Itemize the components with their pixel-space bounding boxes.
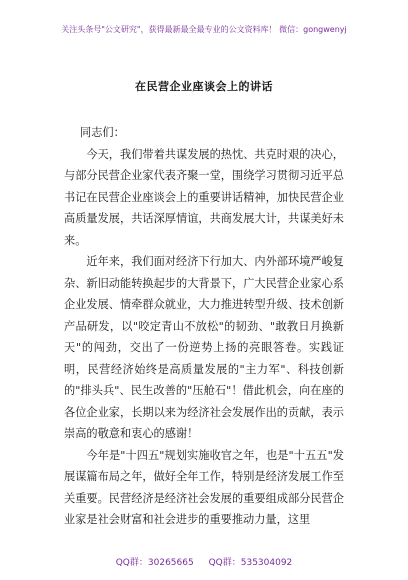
footer-contact [0, 555, 408, 568]
document-title: 在民营企业座谈会上的讲话 [135, 80, 273, 93]
paragraph-3: 今年是"十四五"规划实施收官之年，也是"十五五"发展谋篇布局之年，做好全年工作，特别是经济发展工作至关重要。民营经济是经济社会发展的重要组成部分民营企业家是社会财富和社会进步的重要推动力量，这里 [64, 448, 344, 526]
document-body [64, 122, 344, 531]
salutation: 同志们： [80, 126, 125, 139]
header-banner: 关注头条号"公文研究"，获得最新最全最专业的公文资料库！ 微信：gongwenyj [61, 25, 347, 34]
paragraph-2: 近年来，我们面对经济下行加大、内外部环境严峻复杂、新旧动能转换起步的大背景下，广大民营企业家心系企业发展、情牵群众就业，大力推进转型升级、技术创新产品研发，以"咬定青山不放松"的韧劲、"敢教日月换新天"的闯劲，交出了一份逆势上扬的亮眼答卷。实践证明，民营经济始终是高质量发展的"主力军"、科技创新的"排头兵"、民生改善的"压舱石"！借此机会，向在座的各位企业家，长期以来为经济社会发展作出的贡献，表示崇高的敬意和衷心的感谢！ [64, 255, 344, 440]
qq-group-1: QQ群：30265665 [115, 558, 194, 568]
paragraph-1: 今天，我们带着共谋发展的热忱、共克时艰的决心，与部分民营企业家代表齐聚一堂，围绕学习贯彻习近平总书记在民营企业座谈会上的重要讲话精神，加快民营企业高质量发展，共话深厚情谊，共商发展大计，共谋美好未来。 [64, 147, 344, 247]
qq-group-2: QQ群：535304092 [208, 558, 293, 568]
